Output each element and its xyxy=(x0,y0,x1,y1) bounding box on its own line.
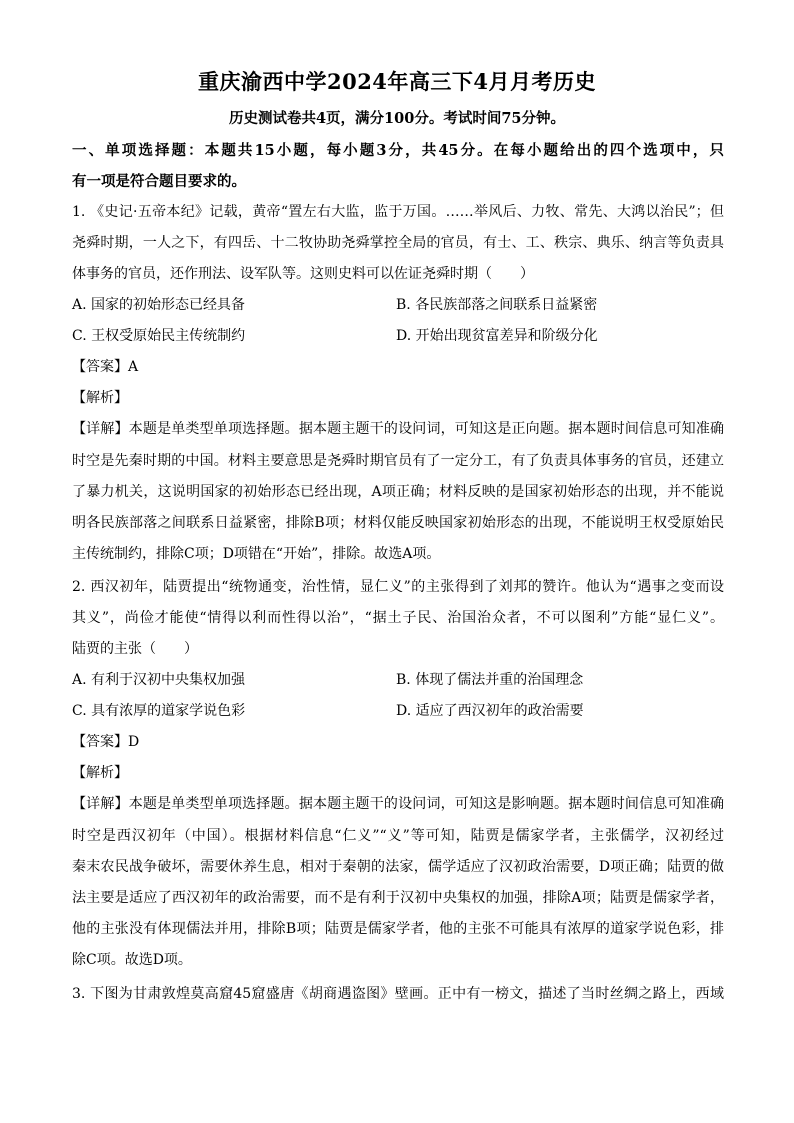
question-2-options xyxy=(72,665,724,727)
option-d: D. 开始出现贫富差异和阶级分化 xyxy=(396,328,598,345)
option-b: B. 体现了儒法并重的治国理念 xyxy=(396,672,584,688)
analysis-label: 【解析】 xyxy=(72,765,128,782)
option-b: B. 各民族部落之间联系日益紧密 xyxy=(396,297,598,313)
analysis-label: 【解析】 xyxy=(72,390,128,407)
question-1-options xyxy=(72,290,724,352)
detail-line: 明各民族部落之间联系日益紧密，排除B项；材料仅能反映国家初始形态的出现，不能说明王权受原始民 xyxy=(72,515,724,532)
option-row xyxy=(72,696,724,727)
stem-line: 体事务的官员，还作刑法、设军队等。这则史料可以佐证尧舜时期（ ） xyxy=(72,266,534,283)
question-2-solution xyxy=(72,727,724,977)
stem-line: 陆贾的主张（ ） xyxy=(72,641,198,658)
option-c: C. 具有浓厚的道家学说色彩 xyxy=(72,703,246,720)
stem-line: 1. 《史记·五帝本纪》记载，黄帝“置左右大监，监于万国。……举风后、力牧、常先、大鸿以治民”；但 xyxy=(72,204,724,220)
detail-line: 主传统制约，排除C项；D项错在“开始”，排除。故选A项。 xyxy=(72,546,441,563)
detail-line: 【详解】本题是单类型单项选择题。据本题主题干的设问词，可知这是正向题。据本题时间信息可知准确 xyxy=(72,421,724,438)
stem-line: 3. 下图为甘肃敦煌莫高窟45窟盛唐《胡商遇盗图》壁画。正中有一榜文，描述了当时丝绸之路上，西域 xyxy=(72,986,724,1002)
stem-line: 其义”，尚俭才能使“情得以利而性得以治”，“据土子民、治国治众者，不可以图利”方能“显仁义”。 xyxy=(72,610,724,627)
section-heading xyxy=(72,135,724,197)
question-3-stem xyxy=(72,979,724,1010)
detail-line: 法主要是适应了西汉初年的政治需要，而不是有利于汉初中央集权的加强，排除A项；陆贾是儒家学者， xyxy=(72,890,724,907)
section-heading-line: 一、单项选择题：本题共15小题，每小题3分，共45分。在每小题给出的四个选项中，只 xyxy=(72,142,724,159)
question-1-stem xyxy=(72,197,724,291)
question-2-stem xyxy=(72,572,724,666)
answer-label: 【答案】D xyxy=(72,734,140,750)
stem-line: 尧舜时期，一人之下，有四岳、十二牧协助尧舜掌控全局的官员，有士、工、秩宗、典乐、纳言等负责具 xyxy=(72,235,724,252)
option-a: A. 有利于汉初中央集权加强 xyxy=(72,672,246,688)
option-c: C. 王权受原始民主传统制约 xyxy=(72,328,246,345)
stem-line: 2. 西汉初年，陆贾提出“统物通变，治性情，显仁义”的主张得到了刘邦的赞许。他认为“遇事之变而设 xyxy=(72,579,724,595)
answer-label: 【答案】A xyxy=(72,359,139,375)
option-row xyxy=(72,290,724,321)
detail-line: 时空是西汉初年（中国）。根据材料信息“仁义”“义”等可知，陆贾是儒家学者，主张儒学，汉初经过 xyxy=(72,827,724,844)
detail-line: 秦末农民战争破坏，需要休养生息，相对于秦朝的法家，儒学适应了汉初政治需要，D项正确；陆贾的做 xyxy=(72,858,724,875)
page-title: 重庆渝西中学2024年高三下4月月考历史 xyxy=(197,69,597,94)
option-d: D. 适应了西汉初年的政治需要 xyxy=(396,703,584,720)
option-a: A. 国家的初始形态已经具备 xyxy=(72,297,246,313)
exam-info: 历史测试卷共4页，满分100分。考试时间75分钟。 xyxy=(228,110,566,127)
detail-line: 他的主张没有体现儒法并用，排除B项；陆贾是儒家学者，他的主张不可能具有浓厚的道家学说色彩，排 xyxy=(72,921,724,938)
option-row xyxy=(72,321,724,352)
detail-line: 了暴力机关，这说明国家的初始形态已经出现，A项正确；材料反映的是国家初始形态的出现，并不能说 xyxy=(72,483,724,500)
detail-line: 时空是先秦时期的中国。材料主要意思是尧舜时期官员有了一定分工，有了负责具体事务的官员，还建立 xyxy=(72,452,724,469)
option-row xyxy=(72,665,724,696)
section-heading-line: 有一项是符合题目要求的。 xyxy=(72,173,246,191)
detail-line: 【详解】本题是单类型单项选择题。据本题主题干的设问词，可知这是影响题。据本题时间信息可知准确 xyxy=(72,796,724,813)
detail-line: 除C项。故选D项。 xyxy=(72,952,192,969)
question-1-solution xyxy=(72,352,724,570)
